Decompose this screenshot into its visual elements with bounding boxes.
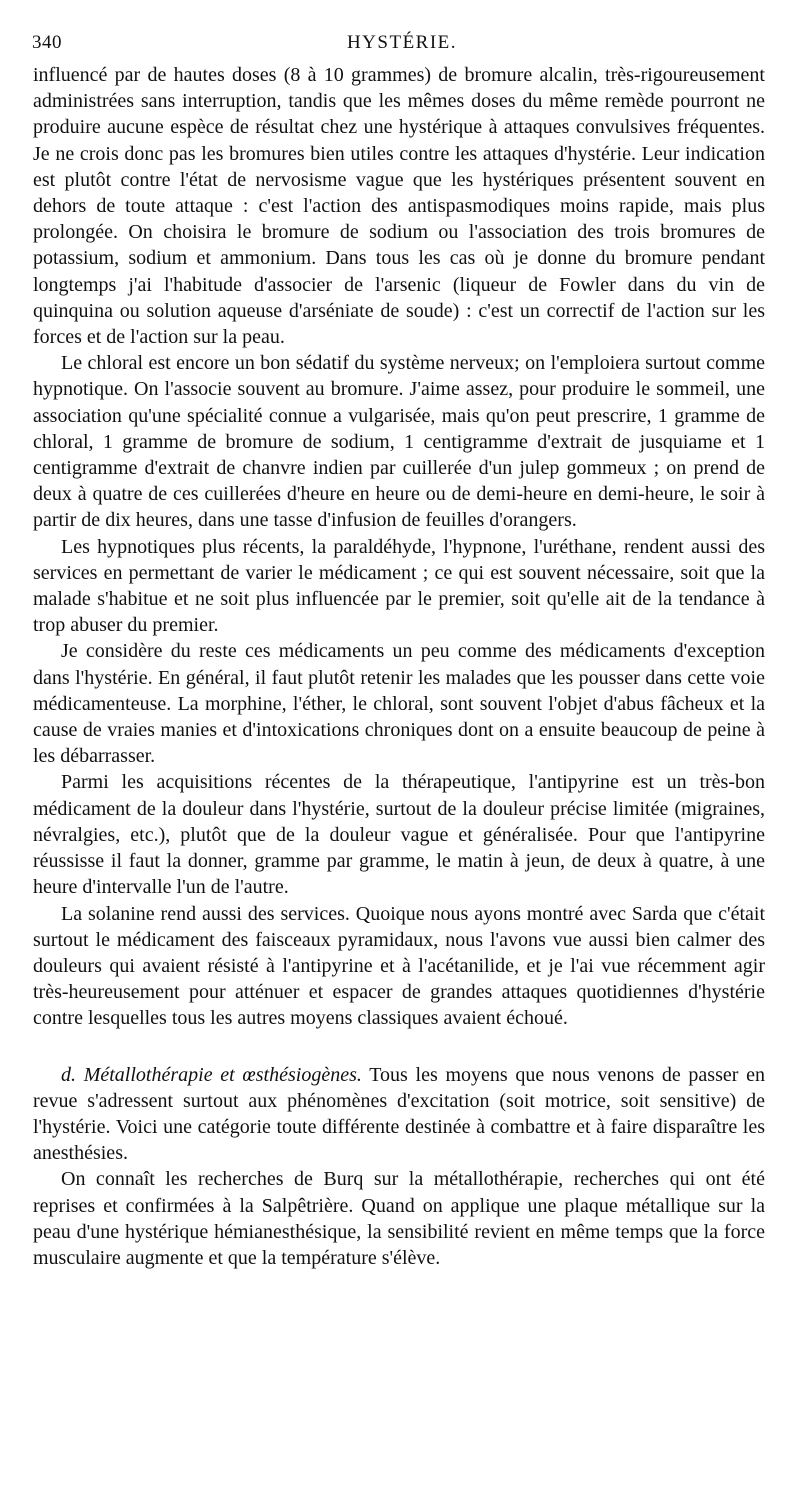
page-number: 340 bbox=[32, 32, 62, 53]
paragraph-antipyrine: Parmi les acquisitions récentes de la thérapeutique, l'antipyrine est un très-bon médicament de la douleur dans l'hystérie, surtout de la douleur précise limitée (migraines, névralgies, etc.), plutôt que de la douleur vague et généralisée. Pour que l'antipyrine réussisse il faut la donner, gramme par gramme, le matin à jeun, de deux à quatre, à une heure d'intervalle l'un de l'autre. bbox=[33, 771, 765, 899]
section-heading: d. Métallothérapie et œsthésiogènes. bbox=[61, 1063, 362, 1086]
running-title: HYSTÉRIE. bbox=[346, 32, 458, 53]
page-body bbox=[33, 62, 765, 1271]
paragraph-exception: Je considère du reste ces médicaments un peu comme des médicaments d'exception dans l'hystérie. En général, il faut plutôt retenir les malades que les pousser dans cette voie médicamenteuse. La morphine, l'éther, le chloral, sont souvent l'objet d'abus fâcheux et la cause de vraies manies et d'intoxications chroniques dont on a ensuite beaucoup de peine à les débarrasser. bbox=[33, 640, 765, 768]
page-header bbox=[32, 32, 772, 60]
paragraph-hypnotics: Les hypnotiques plus récents, la paraldéhyde, l'hypnone, l'uréthane, rendent aussi des services en permettant de varier le médicament ; ce qui est souvent nécessaire, soit que la malade s'habitue et ne soit plus influencée par le premier, soit qu'elle ait de la tendance à trop abuser du premier. bbox=[33, 535, 765, 637]
section-metallotherapy bbox=[33, 1062, 765, 1167]
paragraph-burq: On connaît les recherches de Burq sur la métallothérapie, recherches qui ont été reprises et confirmées à la Salpêtrière. Quand on applique une plaque métallique sur la peau d'une hystérique hémianesthésique, la sensibilité revient en même temps que la force musculaire augmente et que la température s'élève. bbox=[33, 1168, 765, 1269]
paragraph-solanine: La solanine rend aussi des services. Quoique nous ayons montré avec Sarda que c'était surtout le médicament des faisceaux pyramidaux, nous l'avons vue aussi bien calmer des douleurs qui avaient résisté à l'antipyrine et à l'acétanilide, et je l'ai vue récemment agir très-heureusement pour atténuer et espacer de grandes attaques quotidiennes d'hystérie contre lesquelles tous les autres moyens classiques avaient échoué. bbox=[33, 902, 765, 1030]
paragraph-continued: influencé par de hautes doses (8 à 10 grammes) de bromure alcalin, très-rigoureusement administrées sans interruption, tandis que les mêmes doses du même remède pourront ne produire aucune espèce de résultat chez une hystérique à attaques convulsives fréquentes. Je ne crois donc pas les bromures bien utiles contre les attaques d'hystérie. Leur indication est plutôt contre l'état de nervosisme vague que les hystériques présentent souvent en dehors de toute attaque : c'est l'action des antispasmodiques moins rapide, mais plus prolongée. On choisira le bromure de sodium ou l'association des trois bromures de potassium, sodium et ammonium. Dans tous les cas où je donne du bromure pendant longtemps j'ai l'habitude d'associer de l'arsenic (liqueur de Fowler dans du vin de quinquina ou solution aqueuse d'arséniate de soude) : c'est un correctif de l'action sur les forces et de l'action sur la peau. bbox=[33, 64, 765, 349]
section-intro-text: Tous les moyens que nous venons de passer en revue s'adressent surtout aux phénomènes d'excitation (soit motrice, soit sensitive) de l'hystérie. Voici une catégorie toute différente destinée à combattre et à faire disparaître les anesthésies. bbox=[33, 1063, 765, 1165]
paragraph-chloral: Le chloral est encore un bon sédatif du système nerveux; on l'emploiera surtout comme hypnotique. On l'associe souvent au bromure. J'aime assez, pour produire le sommeil, une association qu'une spécialité connue a vulgarisée, mais qu'on peut prescrire, 1 gramme de chloral, 1 gramme de bromure de sodium, 1 centigramme d'extrait de jusquiame et 1 centigramme d'extrait de chanvre indien par cuillerée d'un julep gommeux ; on prend de deux à quatre de ces cuillerées d'heure en heure ou de demi-heure en demi-heure, le soir à partir de dix heures, dans une tasse d'infusion de feuilles d'orangers. bbox=[33, 352, 765, 532]
